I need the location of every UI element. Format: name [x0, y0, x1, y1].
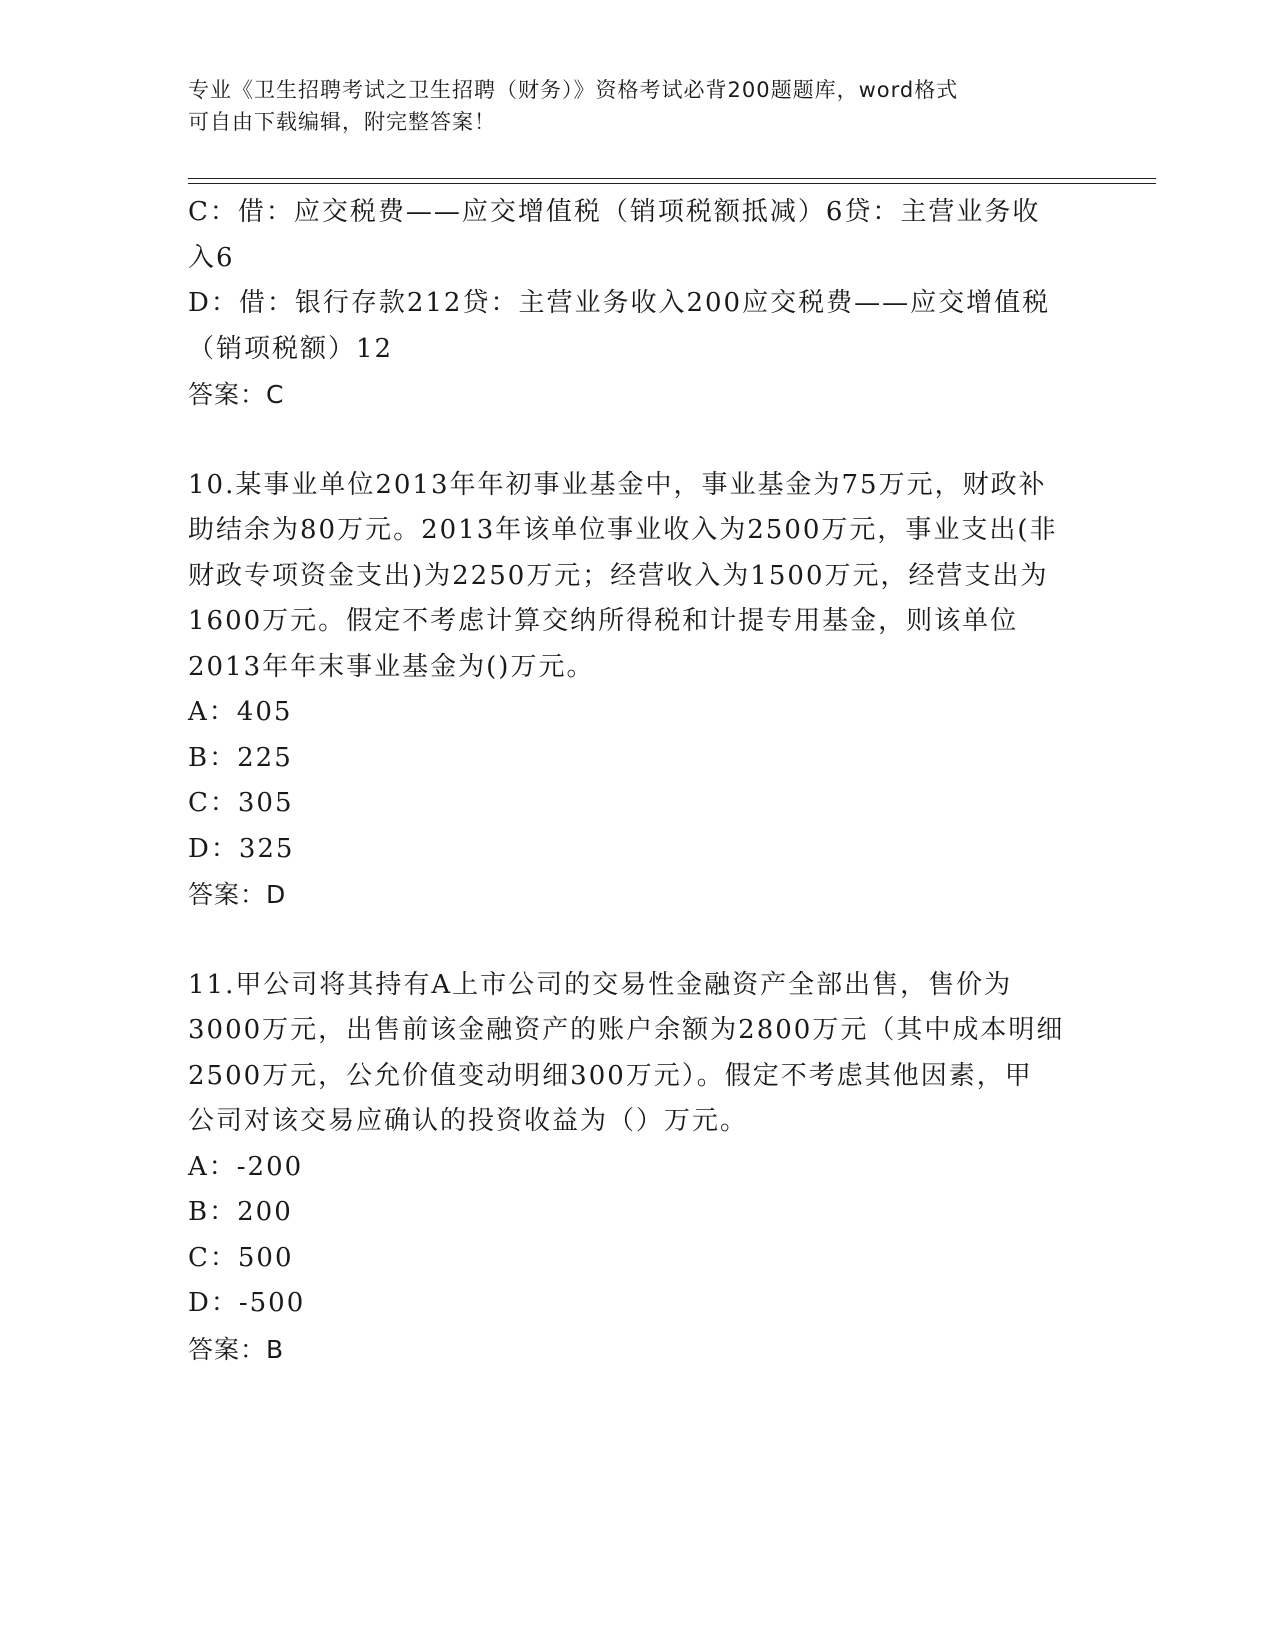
question-stem-line: 2013年年末事业基金为()万元。	[188, 651, 595, 682]
option-b: B：225	[188, 742, 293, 773]
option-d: D：-500	[188, 1288, 306, 1318]
question-stem-line: 10.某事业单位2013年年初事业基金中，事业基金为75万元，财政补	[188, 469, 1047, 500]
answer-label: 答案：C	[188, 380, 285, 409]
option-d-line-2: （销项税额）12	[188, 333, 394, 364]
option-d: D：325	[188, 833, 295, 864]
question-11	[188, 963, 1088, 1373]
question-stem-line: 公司对该交易应确认的投资收益为（）万元。	[188, 1106, 749, 1136]
question-stem-line: 助结余为80万元。2013年该单位事业收入为2500万元，事业支出(非	[188, 515, 1058, 545]
header-line-2: 可自由下载编辑，附完整答案！	[188, 110, 496, 134]
question-stem-line: 11.甲公司将其持有A上市公司的交易性金融资产全部出售，售价为	[188, 969, 1013, 1000]
spacer	[188, 918, 1088, 963]
option-d-line-1: D：借：银行存款212贷：主营业务收入200应交税费——应交增值税	[188, 288, 1051, 318]
question-stem-line: 1600万元。假定不考虑计算交纳所得税和计提专用基金，则该单位	[188, 606, 1019, 636]
option-a: A：-200	[188, 1151, 304, 1182]
spacer	[188, 418, 1088, 463]
header-divider-bottom	[188, 183, 1156, 184]
question-10	[188, 463, 1088, 918]
document-body	[188, 190, 1088, 1372]
option-b: B：200	[188, 1197, 293, 1227]
option-c-line-2: 入6	[188, 242, 235, 273]
answer-label: 答案：D	[188, 880, 287, 909]
option-a: A：405	[188, 697, 293, 727]
option-c-line-1: C：借：应交税费——应交增值税（销项税额抵减）6贷：主营业务收	[188, 197, 1041, 227]
question-9-tail	[188, 190, 1088, 418]
question-stem-line: 2500万元，公允价值变动明细300万元）。假定不考虑其他因素，甲	[188, 1060, 1033, 1091]
question-stem-line: 3000万元，出售前该金融资产的账户余额为2800万元（其中成本明细	[188, 1015, 1065, 1045]
answer-label: 答案：B	[188, 1334, 285, 1364]
header-divider-top	[188, 178, 1156, 179]
header-line-1: 专业《卫生招聘考试之卫生招聘（财务）》资格考试必背200题题库，word格式	[188, 78, 959, 102]
option-c: C：500	[188, 1242, 294, 1273]
question-stem-line: 财政专项资金支出)为2250万元；经营收入为1500万元，经营支出为	[188, 560, 1049, 591]
document-header	[188, 74, 1068, 138]
option-c: C：305	[188, 788, 294, 818]
